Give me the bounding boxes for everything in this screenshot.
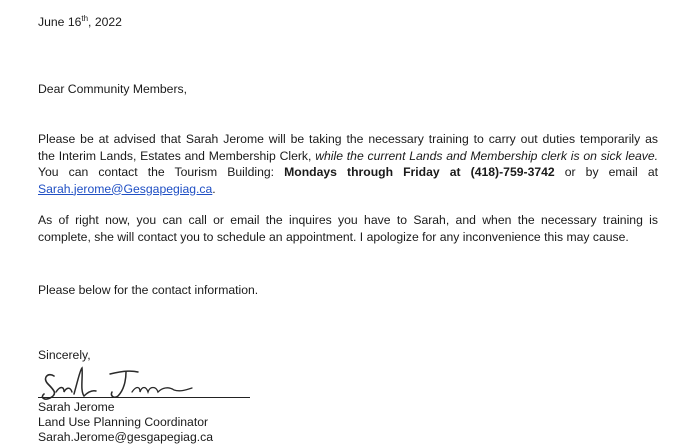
- paragraph2-line2: complete, she will contact you to schedule an appointment. I apologize for any inconvenience this may cause.: [38, 229, 629, 244]
- paragraph-training-notice: [38, 131, 658, 197]
- sick-leave-note: while the current Lands and Membership clerk is on sick leave.: [315, 148, 659, 163]
- date-day: June 16: [38, 15, 82, 29]
- contact-hours-phone: Mondays through Friday at (418)-759-3742: [284, 165, 555, 179]
- signer-title: Land Use Planning Coordinator: [38, 415, 209, 429]
- date-ordinal: th: [81, 14, 89, 23]
- email-link[interactable]: Sarah.jerome@Gesgapegiag.ca: [38, 181, 213, 196]
- signature-line: [38, 397, 250, 398]
- paragraph1-line2-text: the Interim Lands, Estates and Membership Clerk,: [38, 148, 316, 163]
- paragraph-contact-info: [38, 282, 658, 299]
- signer-name: Sarah Jerome: [38, 400, 115, 414]
- paragraph1-line3: [38, 164, 658, 181]
- paragraph1-line2: [38, 148, 658, 165]
- paragraph1-line4: [38, 181, 658, 198]
- paragraph1-line1: Please be at advised that Sarah Jerome will be taking the necessary training to carry out duties temporarily as: [38, 132, 658, 146]
- paragraph-inquiries: [38, 212, 658, 245]
- closing: Sincerely,: [38, 348, 91, 362]
- date-year: , 2022: [88, 15, 122, 29]
- greeting: Dear Community Members,: [38, 82, 187, 96]
- contact-email-intro: or by email at: [554, 165, 658, 179]
- paragraph2-line1: As of right now, you can call or email the inquires you have to Sarah, and when the necessary training is: [38, 213, 658, 227]
- signer-email: Sarah.Jerome@gesgapegiag.ca: [38, 430, 213, 444]
- letter-date: [38, 14, 122, 31]
- contact-intro: You can contact the Tourism Building:: [38, 165, 285, 179]
- paragraph3-text: Please below for the contact information.: [38, 283, 259, 297]
- email-period: .: [212, 181, 216, 196]
- signature-block: [38, 400, 213, 445]
